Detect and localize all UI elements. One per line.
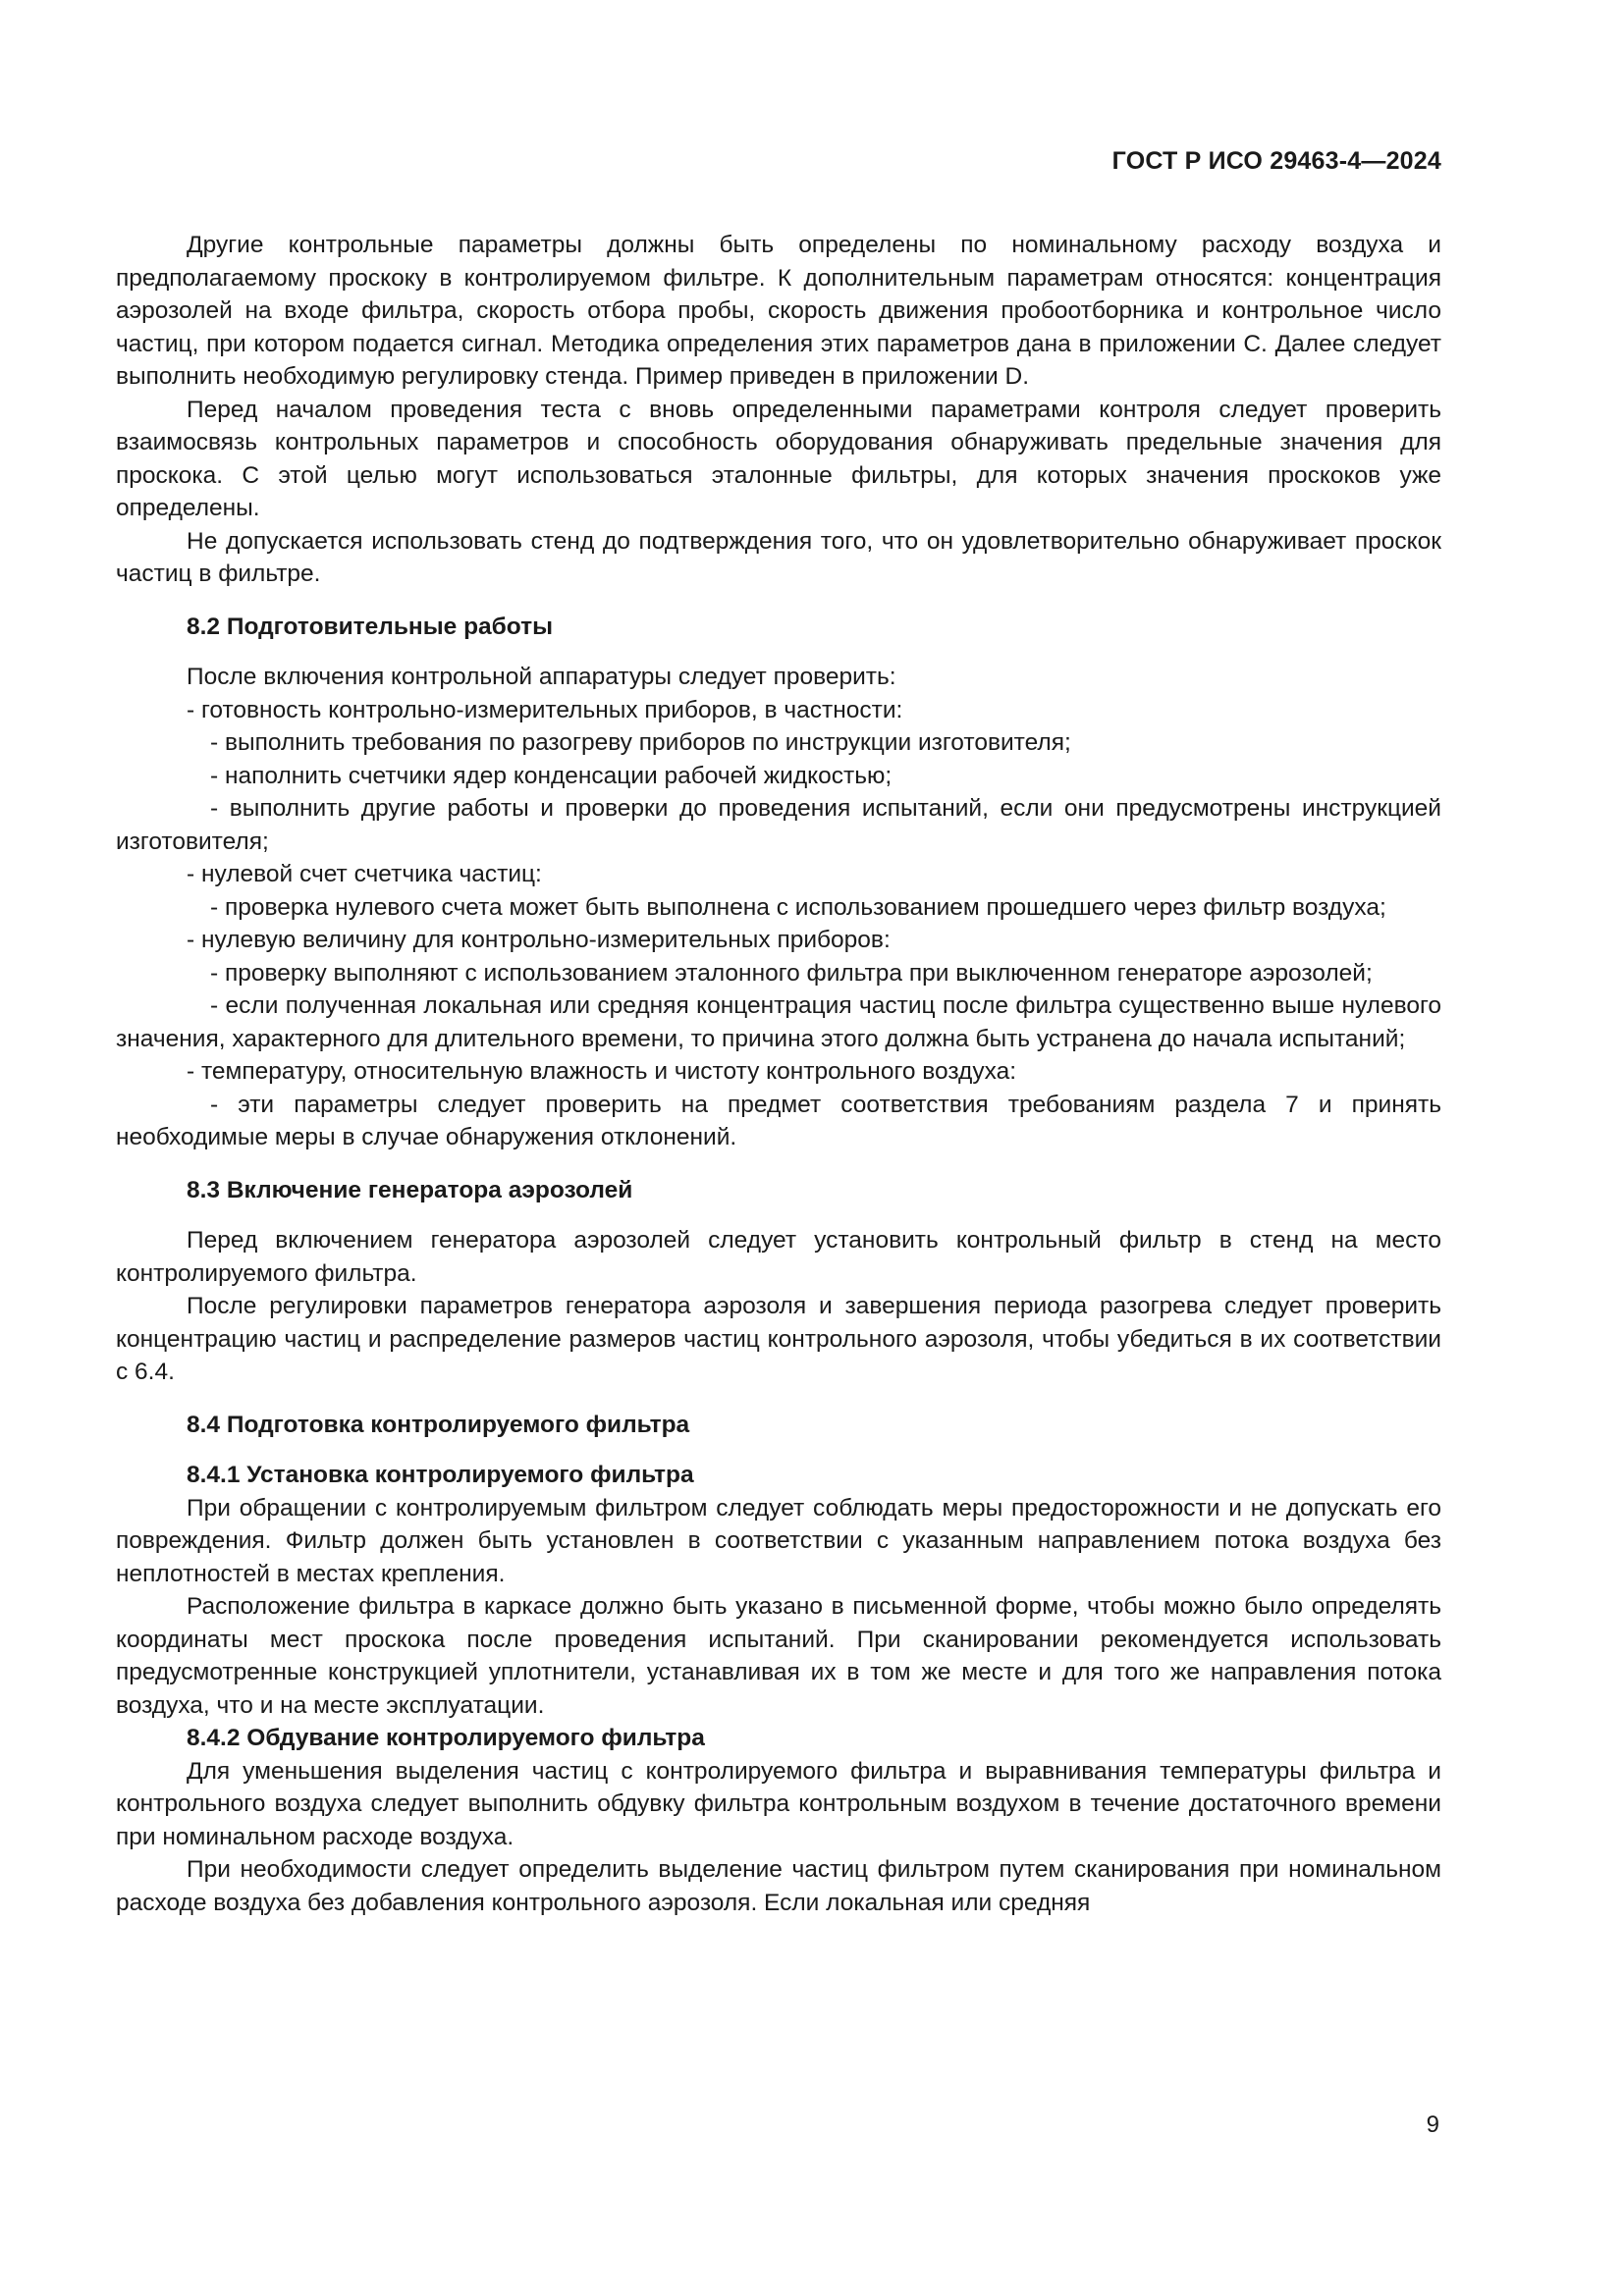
list-item: - если полученная локальная или средняя концентрация частиц после фильтра существенно выше нулевого значения, характерного для длительного времени, то причина этого должна быть устранена до начала испытаний; [116, 992, 1441, 1052]
paragraph-if-needed: При необходимости следует определить выделение частиц фильтром путем сканирования при номинальном расходе воздуха без добавления контрольного аэрозоля. Если локальная или средняя [116, 1856, 1441, 1916]
section-heading-8-2: 8.2 Подготовительные работы [187, 613, 554, 640]
list-item: - нулевой счет счетчика частиц: [187, 861, 542, 887]
section-heading-8-3: 8.3 Включение генератора аэрозолей [187, 1176, 633, 1203]
paragraph-after-enable: После включения контрольной аппаратуры следует проверить: [187, 664, 896, 690]
document-body [116, 229, 1441, 1919]
paragraph-before-test: Перед началом проведения теста с вновь определенными параметрами контроля следует проверить взаимосвязь контрольных параметров и способность оборудования обнаруживать предельные значения для проскока. С этой целью могут использоваться эталонные фильтры, для которых значения проскоков уже определены. [116, 396, 1441, 521]
document-header: ГОСТ Р ИСО 29463-4—2024 [1111, 147, 1441, 175]
subsection-heading-8-4-2: 8.4.2 Обдувание контролируемого фильтра [187, 1725, 705, 1751]
paragraph-before-generator: Перед включением генератора аэрозолей следует установить контрольный фильтр в стенд на место контролируемого фильтра. [116, 1227, 1441, 1287]
list-item: - нулевую величину для контрольно-измерительных приборов: [187, 927, 891, 953]
list-item: - температуру, относительную влажность и чистоту контрольного воздуха: [187, 1058, 1017, 1085]
list-item: - эти параметры следует проверить на предмет соответствия требованиям раздела 7 и принять необходимые меры в случае обнаружения отклонений. [116, 1091, 1441, 1150]
list-item: - выполнить требования по разогреву приборов по инструкции изготовителя; [210, 729, 1071, 756]
list-item: - выполнить другие работы и проверки до проведения испытаний, если они предусмотрены инструкцией изготовителя; [116, 795, 1441, 855]
list-item: - готовность контрольно-измерительных приборов, в частности: [187, 696, 903, 723]
paragraph-location: Расположение фильтра в каркасе должно быть указано в письменной форме, чтобы можно было определять координаты мест проскока после проведения испытаний. При сканировании рекомендуется использовать предусмотренные конструкцией уплотнители, устанавливая их в том же месте и для того же направления потока воздуха, что и на месте эксплуатации. [116, 1593, 1441, 1719]
list-item: - проверку выполняют с использованием эталонного фильтра при выключенном генераторе аэрозолей; [210, 959, 1373, 987]
list-item: - наполнить счетчики ядер конденсации рабочей жидкостью; [210, 762, 893, 789]
paragraph-not-allowed: Не допускается использовать стенд до подтверждения того, что он удовлетворительно обнаруживает проскок частиц в фильтре. [116, 527, 1441, 587]
paragraph-purge: Для уменьшения выделения частиц с контролируемого фильтра и выравнивания температуры фильтра и контрольного воздуха следует выполнить обдувку фильтра контрольным воздухом в течение достаточного времени при номинальном расходе воздуха. [116, 1757, 1441, 1850]
list-item: - проверка нулевого счета может быть выполнена с использованием прошедшего через фильтр воздуха; [210, 893, 1386, 921]
paragraph-other-params: Другие контрольные параметры должны быть определены по номинальному расходу воздуха и предполагаемому проскоку в контролируемом фильтре. К дополнительным параметрам относятся: концентрация аэрозолей на входе фильтра, скорость отбора пробы, скорость движения пробоотборника и контрольное число частиц, при котором подается сигнал. Методика определения этих параметров дана в приложении С. Далее следует выполнить необходимую регулировку стенда. Пример приведен в приложении D. [116, 232, 1441, 390]
section-heading-8-4: 8.4 Подготовка контролируемого фильтра [187, 1411, 690, 1438]
subsection-heading-8-4-1: 8.4.1 Установка контролируемого фильтра [187, 1462, 694, 1488]
paragraph-after-adjust: После регулировки параметров генератора аэрозоля и завершения периода разогрева следует проверить концентрацию частиц и распределение размеров частиц контрольного аэрозоля, чтобы убедиться в их соответствии с 6.4. [116, 1293, 1441, 1385]
page-number: 9 [1426, 2111, 1439, 2138]
paragraph-handling: При обращении с контролируемым фильтром следует соблюдать меры предосторожности и не допускать его повреждения. Фильтр должен быть установлен в соответствии с указанным направлением потока воздуха без неплотностей в местах крепления. [116, 1494, 1441, 1587]
